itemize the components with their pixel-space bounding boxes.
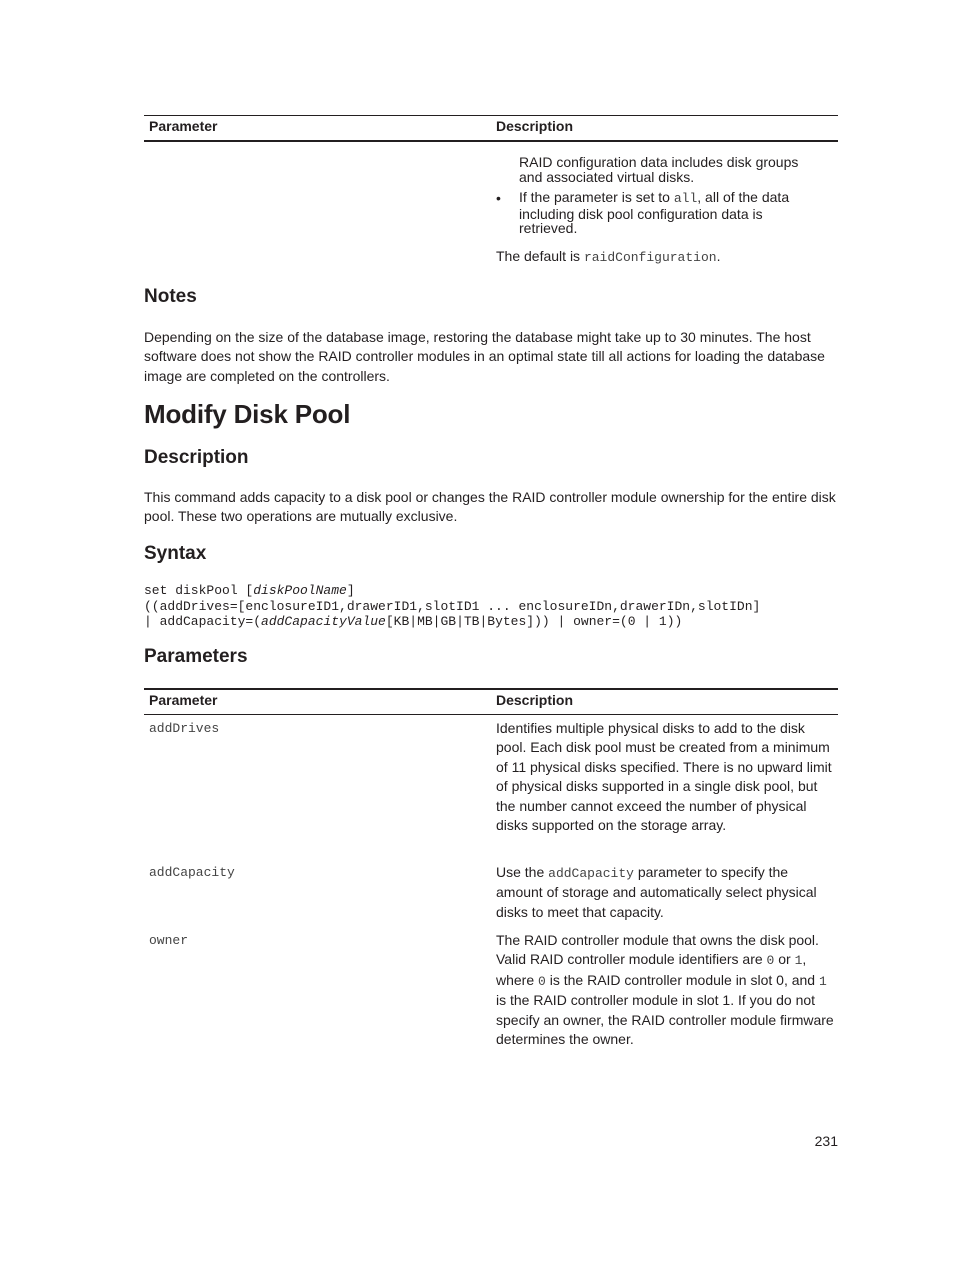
description-text: This command adds capacity to a disk pool or changes the RAID controller module ownership for the entire disk pool. These two operations are mutually exclusive. <box>144 489 836 525</box>
table-row-param-addcapacity: addCapacity <box>149 865 235 880</box>
table1-default-text: The default is raidConfiguration. <box>496 248 721 265</box>
inline-code-all: all <box>673 191 698 206</box>
table1-col-description: Description <box>496 118 574 134</box>
table2-col-parameter: Parameter <box>149 692 218 708</box>
inline-code-addcapacity: addCapacity <box>548 866 634 881</box>
table-row-desc-addcapacity: Use the addCapacity parameter to specify the amount of storage and automatically select physical disks to meet that capacity. <box>496 864 817 920</box>
table-row-desc-adddrives: Identifies multiple physical disks to add to the disk pool. Each disk pool must be created from a minimum of 11 physical disks specified. There is no upward limit of physical disks supported in a single disk pool, but the number cannot exceed the number of physical disks supported on the storage array. <box>496 720 832 834</box>
parameters-heading: Parameters <box>144 646 248 667</box>
table-row-desc-owner: The RAID controller module that owns the disk pool. Valid RAID controller module identifiers are 0 or 1, where 0 is the RAID controller module in slot 0, and 1 is the RAID controller module in slot 1. If you do not specify an owner, the RAID controller module firmware determines the owner. <box>496 932 834 1048</box>
table1-bullet-text: If the parameter is set to all, all of the data including disk pool configuration data is retrieved. <box>519 189 790 237</box>
table-row-param-owner: owner <box>149 933 189 948</box>
table2-header-rule <box>144 714 838 715</box>
table1-header-rule <box>144 140 838 142</box>
table-row-param-adddrives: addDrives <box>149 721 220 736</box>
syntax-code-block: set diskPool [diskPoolName] ((addDrives=[enclosureID1,drawerID1,slotID1 ... enclosureIDn,drawerIDn,slotIDn] | addCapacity=(addCapacityValue[KB|MB|GB|TB|Bytes])) | owner=(0 | 1)) <box>144 583 761 630</box>
page-number: 231 <box>814 1133 838 1149</box>
notes-heading: Notes <box>144 286 197 307</box>
notes-text: Depending on the size of the database image, restoring the database might take up to 30 minutes. The host software does not show the RAID controller modules in an optimal state till all actions for loading the database image are completed on the controllers. <box>144 329 825 384</box>
inline-code-raidconfiguration: raidConfiguration <box>583 250 717 265</box>
table1-col-parameter: Parameter <box>149 118 218 134</box>
bullet-icon: • <box>496 190 501 206</box>
table2-top-rule <box>144 688 838 690</box>
page-title: Modify Disk Pool <box>144 399 351 429</box>
syntax-heading: Syntax <box>144 543 207 564</box>
description-heading: Description <box>144 447 249 468</box>
table2-col-description: Description <box>496 692 574 708</box>
table1-top-rule <box>144 115 838 116</box>
table1-cont-text: RAID configuration data includes disk groups and associated virtual disks. <box>519 154 799 185</box>
